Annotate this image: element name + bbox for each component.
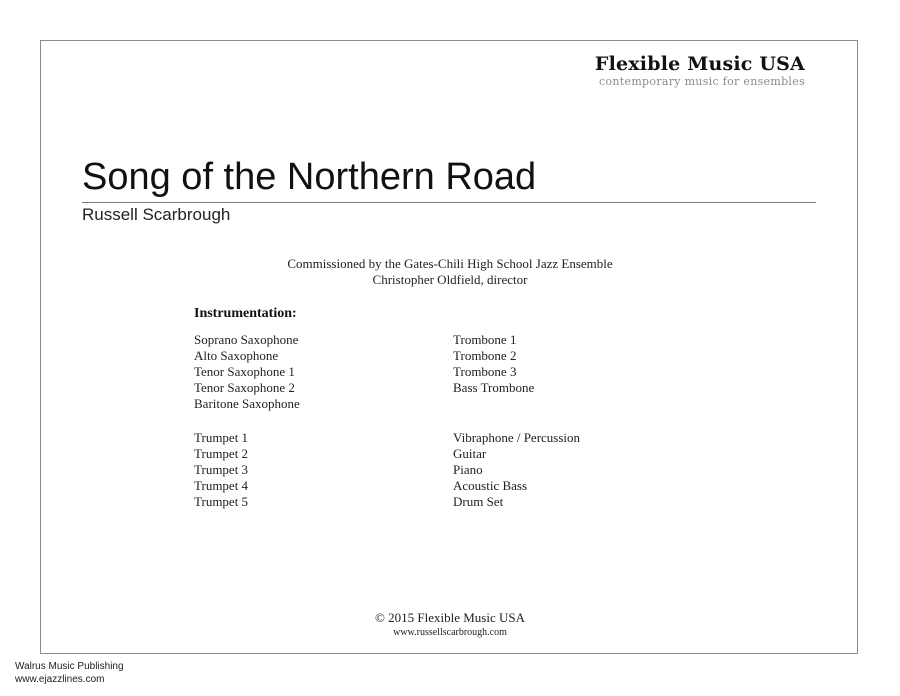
page-footer — [41, 610, 859, 639]
director-line: Christopher Oldfield, director — [372, 272, 528, 287]
publisher-brand — [595, 53, 805, 88]
instrument-item: Soprano Saxophone — [194, 332, 299, 347]
instrument-item: Guitar — [453, 446, 487, 461]
instrument-item: Tenor Saxophone 2 — [194, 380, 295, 395]
instrument-item: Vibraphone / Percussion — [453, 430, 581, 445]
rhythm-section-list — [453, 430, 580, 510]
instrument-item: Tenor Saxophone 1 — [194, 364, 295, 379]
score-title-page — [40, 40, 858, 654]
trombone-list — [453, 332, 534, 396]
instrument-item: Acoustic Bass — [453, 478, 528, 493]
piece-title: Song of the Northern Road — [82, 156, 537, 198]
instrument-item: Trumpet 1 — [194, 430, 249, 445]
instrument-item: Trombone 2 — [453, 348, 517, 363]
instrument-item: Piano — [453, 462, 483, 477]
commission-note — [41, 256, 859, 288]
brand-tagline: contemporary music for ensembles — [599, 75, 805, 88]
publisher-website: www.ejazzlines.com — [15, 674, 105, 685]
instrument-item: Trumpet 4 — [194, 478, 249, 493]
instrument-item: Bass Trombone — [453, 380, 535, 395]
instrument-item: Trombone 3 — [453, 364, 517, 379]
instrumentation-heading: Instrumentation: — [194, 306, 297, 321]
brand-name: Flexible Music USA — [594, 53, 805, 75]
instrument-item: Alto Saxophone — [194, 348, 279, 363]
commission-line: Commissioned by the Gates-Chili High School Jazz Ensemble — [287, 256, 613, 271]
composer-website: www.russellscarbrough.com — [393, 627, 507, 638]
instrument-item: Trumpet 2 — [194, 446, 249, 461]
trumpet-list — [194, 430, 248, 510]
instrument-item: Trombone 1 — [453, 332, 517, 347]
title-divider — [82, 202, 816, 203]
publisher-name: Walrus Music Publishing — [15, 661, 124, 672]
copyright-notice: © 2015 Flexible Music USA — [375, 610, 525, 625]
instrument-item: Baritone Saxophone — [194, 396, 300, 411]
instrument-item: Trumpet 3 — [194, 462, 249, 477]
instrument-item: Trumpet 5 — [194, 494, 249, 509]
composer-name: Russell Scarbrough — [82, 205, 231, 224]
publisher-credit — [15, 660, 124, 686]
instrument-item: Drum Set — [453, 494, 504, 509]
saxophone-list — [194, 332, 300, 412]
